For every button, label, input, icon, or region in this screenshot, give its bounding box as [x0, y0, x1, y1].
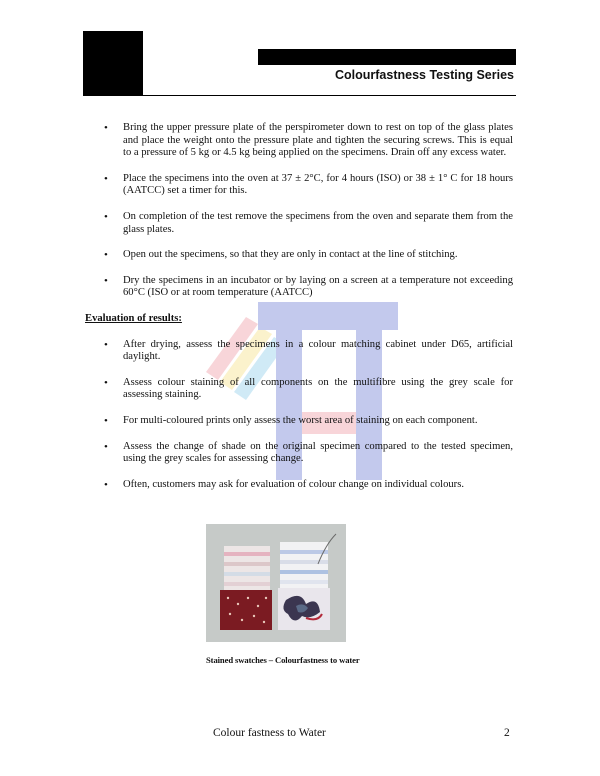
- list-item: • Open out the specimens, so that they are only in contact at the line of stitching.: [87, 249, 513, 262]
- main-content: [87, 122, 513, 491]
- list-item: • On completion of the test remove the specimens from the oven and separate them from the glass plates.: [87, 211, 513, 236]
- page-number: 2: [504, 727, 510, 739]
- header-black-square: [83, 31, 143, 96]
- list-item: • Assess colour staining of all components on the multifibre using the grey scale for assessing staining.: [87, 377, 513, 402]
- header-rule: [83, 95, 516, 96]
- list-item: • For multi-coloured prints only assess the worst area of staining on each component.: [87, 415, 513, 428]
- list-item: • Often, customers may ask for evaluation of colour change on individual colours.: [87, 479, 513, 492]
- header-black-bar: [258, 49, 516, 65]
- figure-caption: Stained swatches – Colourfastness to water: [206, 655, 360, 665]
- list-item: • Place the specimens into the oven at 37 ± 2°C, for 4 hours (ISO) or 38 ± 1° C for 18 hours (AATCC) set a timer for this.: [87, 173, 513, 198]
- procedure-list: [87, 122, 513, 300]
- evaluation-heading: Evaluation of results:: [85, 312, 182, 324]
- series-title: Colourfastness Testing Series: [335, 68, 514, 82]
- list-item: • Assess the change of shade on the original specimen compared to the tested specimen, using the grey scales for assessing change.: [87, 441, 513, 466]
- footer-title: Colour fastness to Water: [213, 727, 326, 739]
- swatches-illustration: [206, 524, 346, 642]
- list-item: • Dry the specimens in an incubator or by laying on a screen at a temperature not exceeding 60°C (ISO or at room temperature (AATCC): [87, 275, 513, 300]
- list-item: • Bring the upper pressure plate of the perspirometer down to rest on top of the glass plates and place the weight onto the pressure plate and tighten the securing screws. This is equal to a pressure of 5 kg or 4.5 kg being applied on the specimens. Drain off any excess water.: [87, 122, 513, 160]
- evaluation-list: [87, 339, 513, 492]
- stained-swatches-photo: [206, 524, 346, 642]
- list-item: • After drying, assess the specimens in a colour matching cabinet under D65, artificial daylight.: [87, 339, 513, 364]
